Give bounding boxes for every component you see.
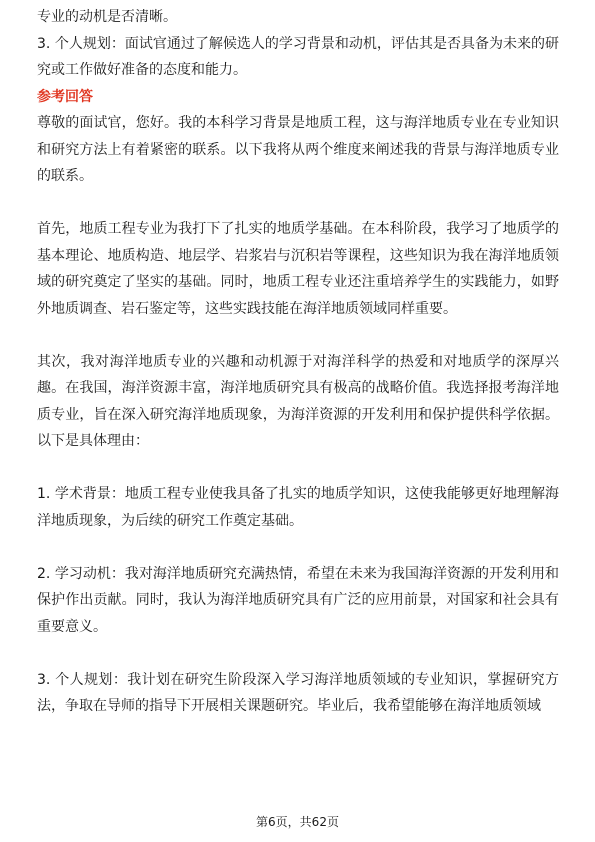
answer-paragraph-2: 首先，地质工程专业为我打下了扎实的地质学基础。在本科阶段，我学习了地质学的基本理论、地质构造、地层学、岩浆岩与沉积岩等课程，这些知识为我在海洋地质领域的研究奠定了坚实的基础。同时，地质工程专业还注重培养学生的实践能力，如野外地质调查、岩石鉴定等，这些实践技能在海洋地质领域同样重要。 — [37, 221, 559, 317]
intro-point-3: 3. 个人规划：面试官通过了解候选人的学习背景和动机，评估其是否具备为未来的研究或工作做好准备的态度和能力。 — [37, 35, 559, 78]
answer-paragraph-5: 2. 学习动机：我对海洋地质研究充满热情，希望在未来为我国海洋资源的开发利用和保护作出贡献。同时，我认为海洋地质研究具有广泛的应用前景，对国家和社会具有重要意义。 — [37, 565, 559, 635]
answer-paragraph-6: 3. 个人规划：我计划在研究生阶段深入学习海洋地质领域的专业知识，掌握研究方法，争取在导师的指导下开展相关课题研究。毕业后，我希望能够在海洋地质领域 — [37, 671, 559, 714]
page-content — [37, 4, 559, 720]
page-number: 第6页，共62页 — [256, 815, 339, 829]
intro-continued-line: 专业的动机是否清晰。 — [37, 9, 177, 25]
answer-paragraph-3: 其次，我对海洋地质专业的兴趣和动机源于对海洋科学的热爱和对地质学的深厚兴趣。在我国，海洋资源丰富，海洋地质研究具有极高的战略价值。我选择报考海洋地质专业，旨在深入研究海洋地质现象，为海洋资源的开发利用和保护提供科学依据。以下是具体理由： — [37, 353, 559, 449]
reference-answer-heading: 参考回答 — [37, 88, 93, 105]
answer-paragraph-1: 尊敬的面试官，您好。我的本科学习背景是地质工程，这与海洋地质专业在专业知识和研究方法上有着紧密的联系。以下我将从两个维度来阐述我的背景与海洋地质专业的联系。 — [37, 115, 559, 184]
answer-paragraph-4: 1. 学术背景：地质工程专业使我具备了扎实的地质学知识，这使我能够更好地理解海洋地质现象，为后续的研究工作奠定基础。 — [37, 486, 559, 529]
